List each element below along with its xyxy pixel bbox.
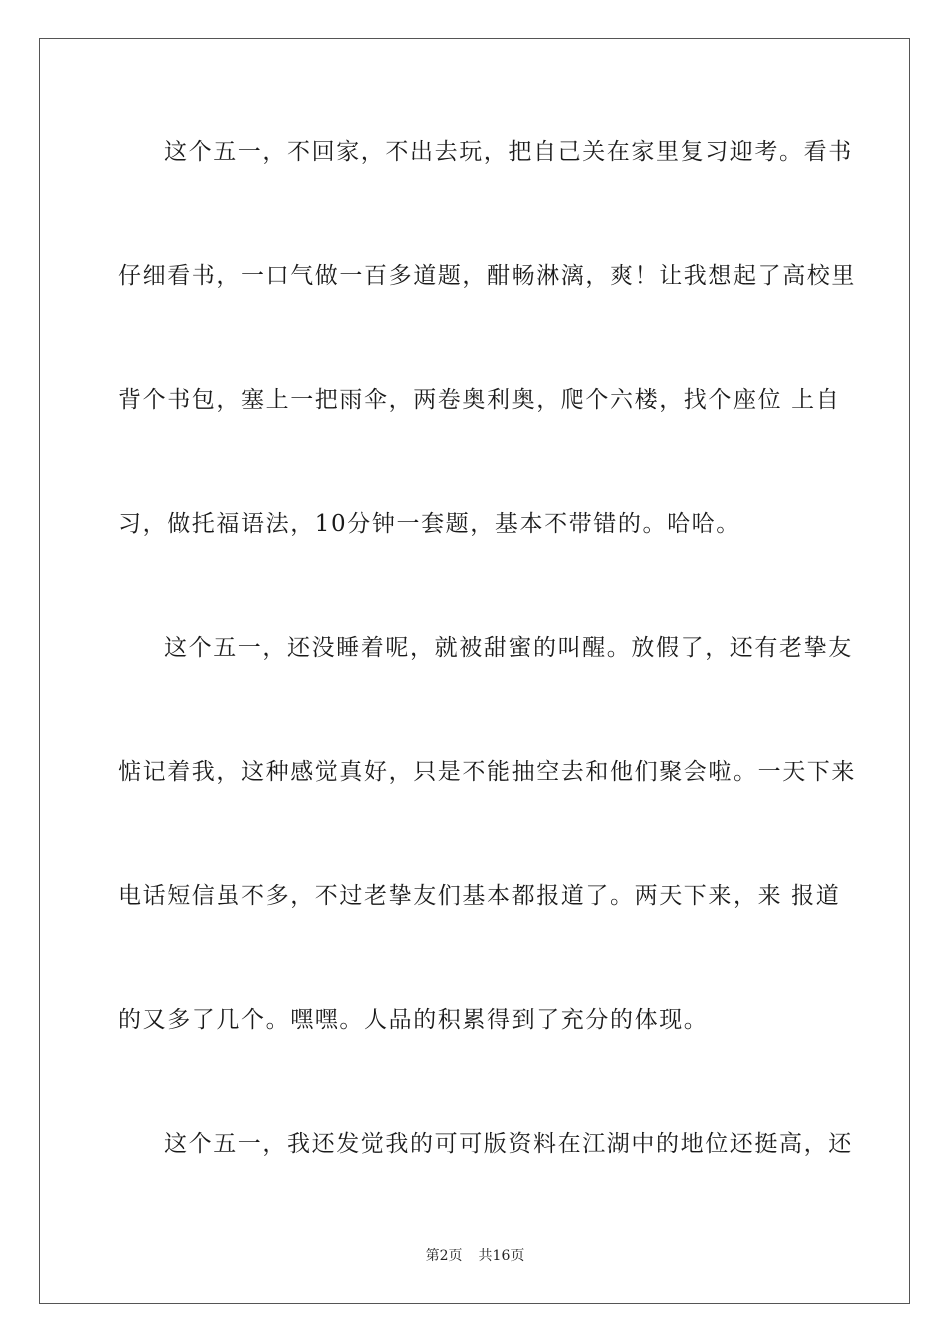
text-line: 仔细看书，一口气做一百多道题，酣畅淋漓，爽！让我想起了高校里 xyxy=(118,263,856,289)
text-line: 的又多了几个。嘿嘿。人品的积累得到了充分的体现。 xyxy=(118,1007,709,1033)
text-line: 这个五一，我还发觉我的可可版资料在江湖中的地位还挺高，还 xyxy=(164,1131,853,1157)
total-pages: 共16页 xyxy=(478,1248,525,1264)
text-line: 背个书包，塞上一把雨伞，两卷奥利奥，爬个六楼，找个座位 上自 xyxy=(118,387,841,413)
text-line: 惦记着我，这种感觉真好，只是不能抽空去和他们聚会啦。一天下来 xyxy=(118,759,856,785)
text-line: 这个五一，不回家，不出去玩，把自己关在家里复习迎考。看书 xyxy=(164,139,853,165)
text-line: 这个五一，还没睡着呢，就被甜蜜的叫醒。放假了，还有老挚友 xyxy=(164,635,853,661)
page-number: 第2页 xyxy=(425,1248,463,1264)
page-footer xyxy=(0,1247,950,1265)
text-line: 习，做托福语法，10分钟一套题，基本不带错的。哈哈。 xyxy=(118,511,741,537)
text-line: 电话短信虽不多，不过老挚友们基本都报道了。两天下来，来 报道 xyxy=(118,883,841,909)
page-border xyxy=(39,38,910,1304)
